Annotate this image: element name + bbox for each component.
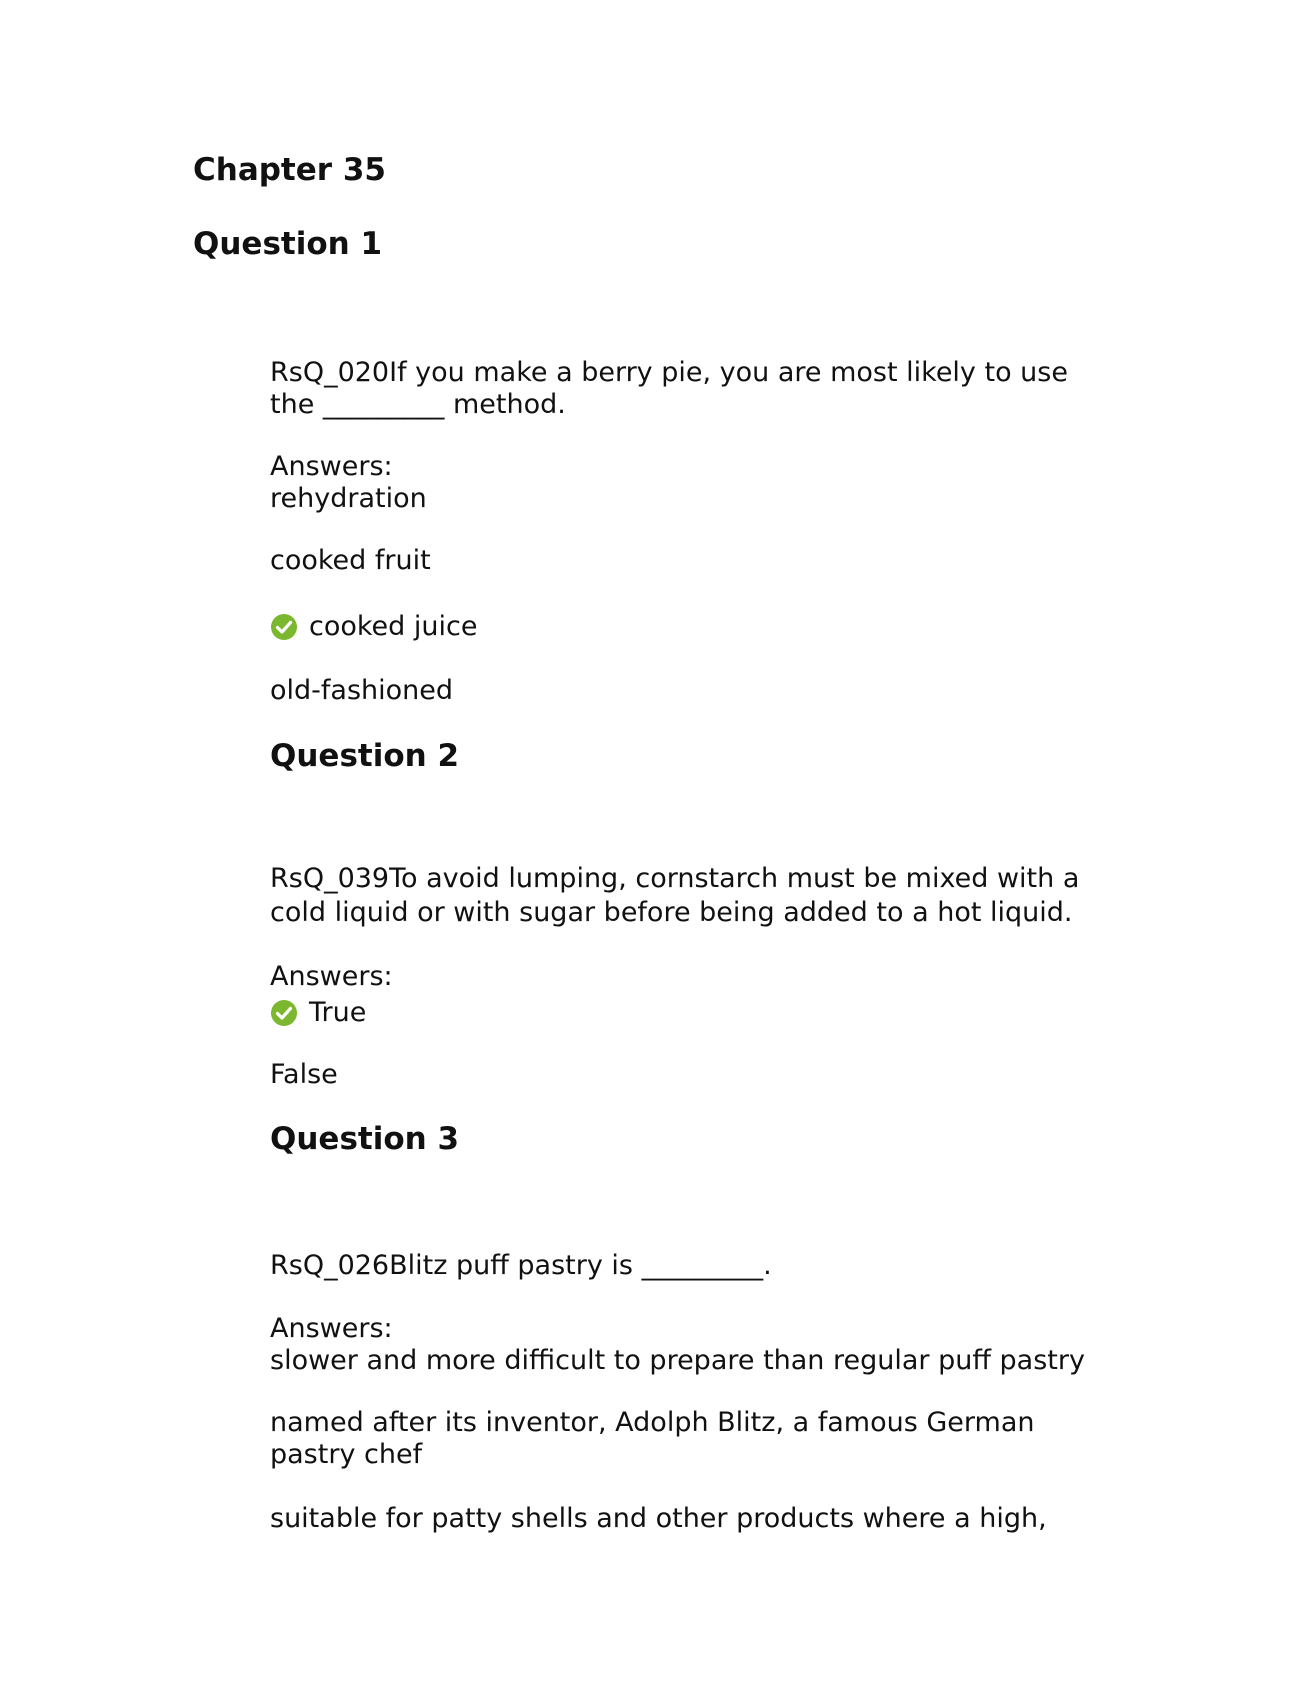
question-1-answers-label: Answers:	[270, 451, 393, 482]
answer-text: old-fashioned	[270, 675, 454, 706]
question-3-answer-3	[270, 1503, 1047, 1535]
question-2-answer-1	[270, 997, 366, 1029]
question-1-prompt-line-1: RsQ_020If you make a berry pie, you are most likely to use	[270, 357, 1068, 388]
question-3-answer-2-line-2: pastry chef	[270, 1439, 423, 1470]
question-1-answer-4	[270, 675, 453, 707]
question-1-answer-2	[270, 545, 431, 577]
answer-text: True	[309, 997, 367, 1028]
answer-text: suitable for patty shells and other products where a high,	[270, 1503, 1047, 1534]
answer-text: cooked juice	[309, 611, 478, 642]
question-2-heading: Question 2	[270, 738, 460, 774]
answer-text: slower and more difficult to prepare than regular puff pastry	[270, 1345, 1085, 1376]
question-1-answer-1	[270, 483, 427, 515]
question-2-answer-2	[270, 1059, 338, 1091]
answer-text: rehydration	[270, 483, 427, 514]
checkmark-circle	[271, 614, 297, 640]
question-2-prompt-line-2: cold liquid or with sugar before being added to a hot liquid.	[270, 897, 1073, 928]
answer-text: False	[270, 1059, 338, 1090]
question-2-answers-label: Answers:	[270, 961, 393, 992]
question-3-answer-2-line-1: named after its inventor, Adolph Blitz, a famous German	[270, 1407, 1035, 1438]
question-3-answers-label: Answers:	[270, 1313, 393, 1344]
question-1-heading: Question 1	[193, 226, 383, 262]
chapter-title: Chapter 35	[193, 152, 386, 188]
question-3-heading: Question 3	[270, 1121, 460, 1157]
checkmark-circle	[271, 1000, 297, 1026]
question-3-prompt-line-1: RsQ_026Blitz puff pastry is _________.	[270, 1250, 772, 1281]
question-3-answer-1	[270, 1345, 1085, 1377]
checkmark-icon	[270, 613, 298, 641]
answer-text: cooked fruit	[270, 545, 431, 576]
question-1-answer-3	[270, 611, 477, 643]
question-2-prompt-line-1: RsQ_039To avoid lumping, cornstarch must be mixed with a	[270, 863, 1080, 894]
checkmark-icon	[270, 999, 298, 1027]
question-1-prompt-line-2: the _________ method.	[270, 389, 566, 420]
